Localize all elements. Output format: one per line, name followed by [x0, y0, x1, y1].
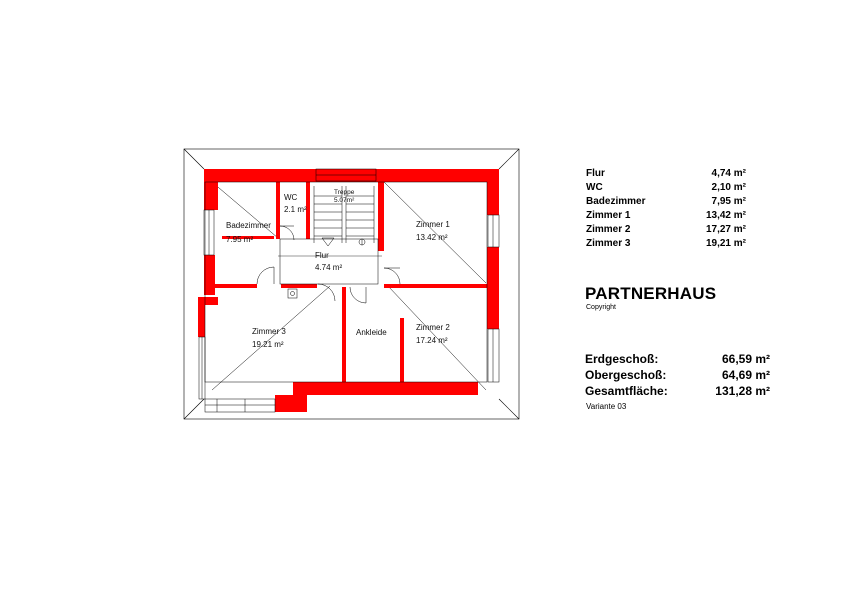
page-title: PARTNERHAUS	[585, 284, 717, 303]
area-row	[586, 224, 746, 238]
room-wc-name: WC	[284, 193, 298, 202]
summary-row-name: Obergeschoß:	[585, 368, 667, 382]
summary-row	[585, 352, 770, 369]
area-row	[586, 168, 746, 182]
copyright-label: Copyright	[586, 304, 616, 311]
summary-row	[585, 368, 770, 385]
area-row	[586, 210, 746, 224]
area-row-name: Zimmer 1	[586, 210, 631, 221]
room-zimmer1-name: Zimmer 1	[416, 220, 450, 229]
room-badezimmer-area: 7.95 m²	[226, 235, 254, 244]
area-row-name: WC	[586, 182, 603, 193]
area-row-value: 7,95 m²	[711, 196, 746, 207]
area-row-name: Flur	[586, 168, 605, 179]
room-zimmer1-area: 13.42 m²	[416, 233, 448, 242]
room-treppe-area: 5.07m²	[334, 197, 355, 204]
room-labels	[226, 189, 450, 349]
area-row-name: Zimmer 3	[586, 238, 631, 249]
room-flur-area: 4.74 m²	[315, 263, 343, 272]
room-ankleide-name: Ankleide	[356, 328, 387, 337]
room-zimmer3-area: 19.21 m²	[252, 340, 284, 349]
area-row-value: 4,74 m²	[711, 168, 746, 179]
area-row-value: 13,42 m²	[705, 210, 746, 221]
summary-row-value: 131,28 m²	[715, 384, 770, 398]
area-row-name: Zimmer 2	[586, 224, 631, 235]
room-flur-name: Flur	[315, 251, 329, 260]
room-wc-area: 2.1 m²	[284, 205, 307, 214]
summary-row-value: 64,69 m²	[721, 368, 770, 382]
summary-row-value: 66,59 m²	[721, 352, 770, 366]
summary-row	[585, 384, 770, 401]
area-row-value: 17,27 m²	[705, 224, 746, 235]
area-row-name: Badezimmer	[586, 196, 646, 207]
room-zimmer2-area: 17.24 m²	[416, 336, 448, 345]
area-row	[586, 196, 746, 210]
summary-row-name: Gesamtfläche:	[585, 384, 668, 398]
room-zimmer2-name: Zimmer 2	[416, 323, 450, 332]
room-badezimmer-name: Badezimmer	[226, 221, 271, 230]
shaft	[288, 289, 297, 298]
summary-row-name: Erdgeschoß:	[585, 352, 659, 366]
room-treppe-name: Treppe	[334, 189, 355, 196]
area-row-value: 19,21 m²	[705, 238, 746, 249]
windows	[199, 169, 499, 412]
area-row-value: 2,10 m²	[711, 182, 746, 193]
area-row	[586, 182, 746, 196]
room-zimmer3-name: Zimmer 3	[252, 327, 286, 336]
walls	[198, 169, 499, 412]
variant-label: Variante 03	[586, 402, 627, 411]
area-row	[586, 238, 746, 252]
